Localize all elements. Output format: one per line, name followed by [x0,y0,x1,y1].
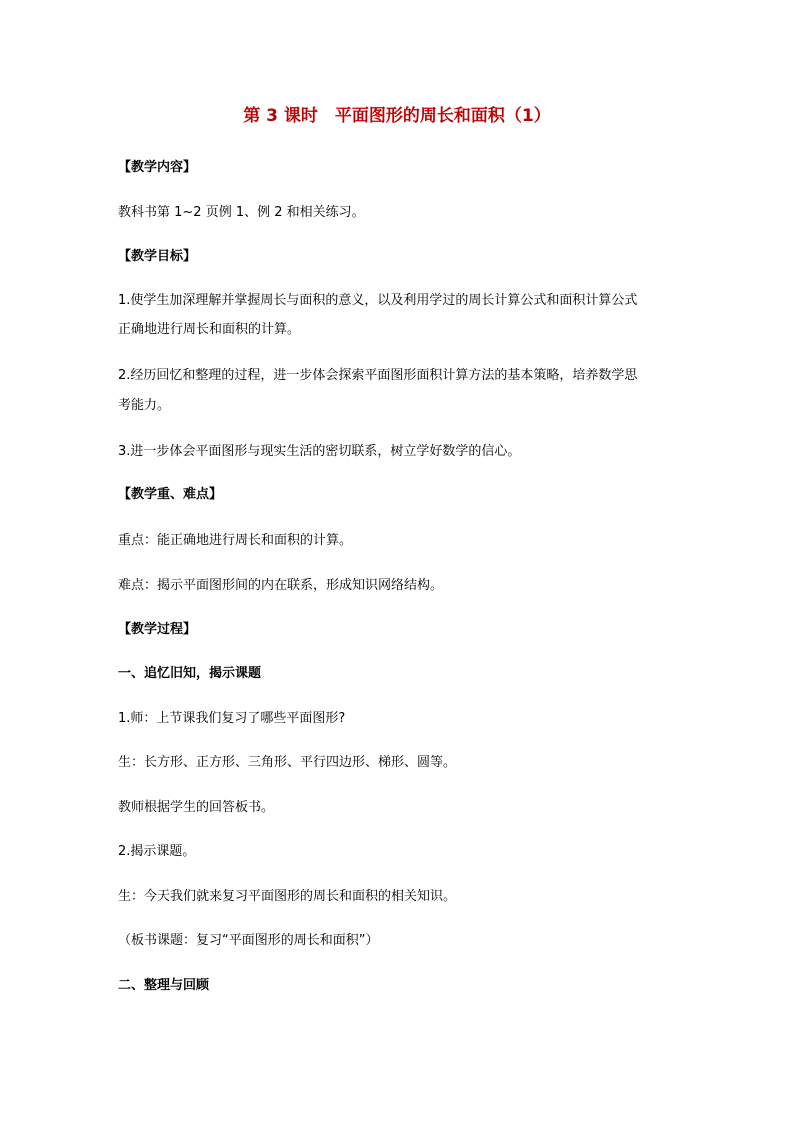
paragraph-difficulty: 难点：揭示平面图形间的内在联系，形成知识网络结构。 [118,578,444,593]
paragraph-goal2-line2: 考能力。 [118,398,171,413]
paragraph-student-topic: 生：今天我们就来复习平面图形的周长和面积的相关知识。 [118,889,457,904]
paragraph-reveal-topic: 2.揭示课题。 [118,844,196,859]
paragraph-goal2-line1: 2.经历回忆和整理的过程，进一步体会探索平面图形面积计算方法的基本策略，培养数学思 [118,368,638,383]
paragraph-key-point: 重点：能正确地进行周长和面积的计算。 [118,533,353,548]
section-heading-key: 【教学重、难点】 [118,487,223,502]
paragraph-goal1-line2: 正确地进行周长和面积的计算。 [118,322,301,337]
lesson-title: 第 3 课时 平面图形的周长和面积（1） [243,106,551,126]
paragraph-goal1-line1: 1.使学生加深理解并掌握周长与面积的意义，以及利用学过的周长计算公式和面积计算公式 [118,293,638,308]
section-heading-process: 【教学过程】 [118,622,197,637]
paragraph-board-title: （板书课题：复习“平面图形的周长和面积”） [118,933,379,948]
section-heading-goals: 【教学目标】 [118,249,197,264]
paragraph-student-answer: 生：长方形、正方形、三角形、平行四边形、梯形、圆等。 [118,755,457,770]
part1-heading: 一、追忆旧知，揭示课题 [118,666,262,681]
paragraph-board-note: 教师根据学生的回答板书。 [118,800,275,815]
part2-heading: 二、整理与回顾 [118,978,210,993]
paragraph-goal3: 3.进一步体会平面图形与现实生活的密切联系，树立学好数学的信心。 [118,444,521,459]
paragraph-teacher-question: 1.师：上节课我们复习了哪些平面图形? [118,711,346,726]
paragraph-content: 教科书第 1~2 页例 1、例 2 和相关练习。 [118,205,365,220]
section-heading-content: 【教学内容】 [118,160,197,175]
